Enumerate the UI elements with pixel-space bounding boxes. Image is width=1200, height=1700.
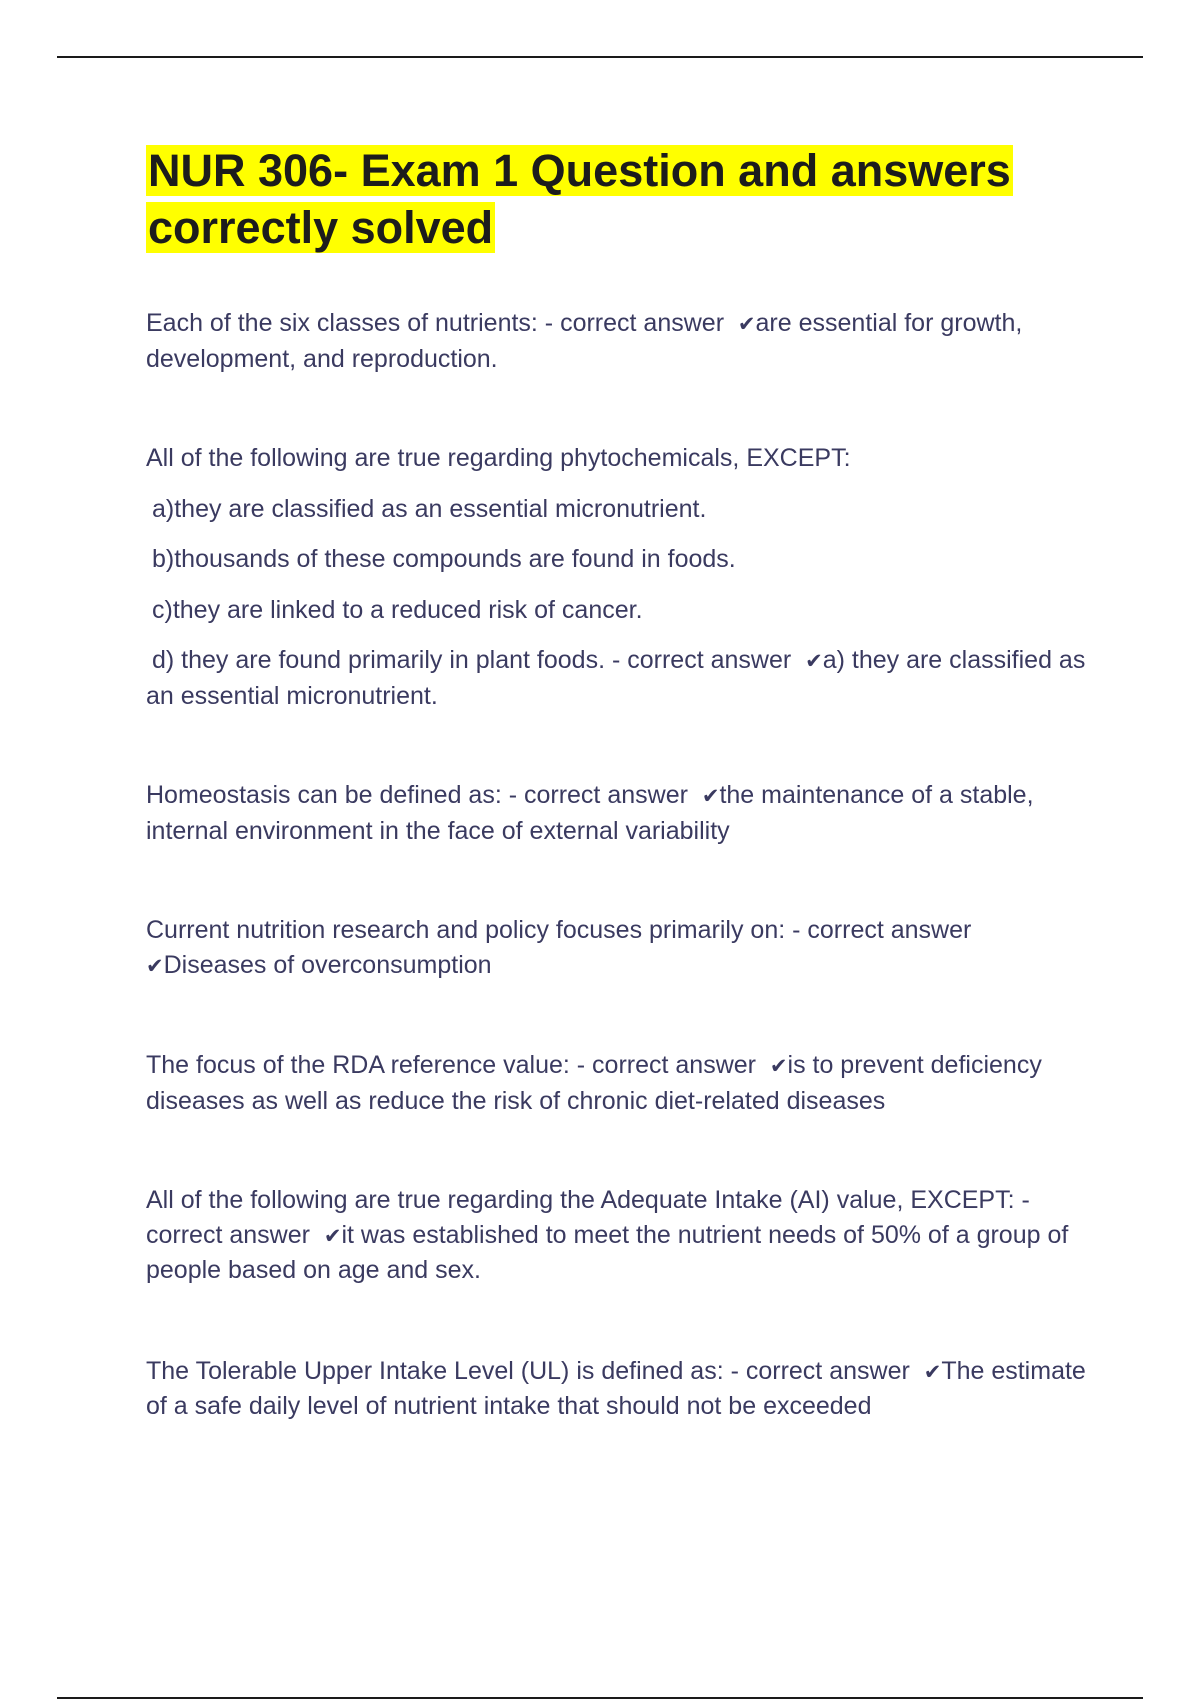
qa-item-2	[146, 441, 1096, 713]
qa-item-1	[146, 306, 1096, 376]
checkmark-icon: ✔	[146, 953, 164, 978]
checkmark-icon: ✔	[737, 312, 756, 336]
qa-item-3	[146, 778, 1096, 848]
checkmark-icon: ✔	[769, 1054, 788, 1078]
question-text: All of the following are true regarding phytochemicals, EXCEPT:	[146, 444, 851, 472]
qa-item-5	[146, 1048, 1096, 1118]
top-rule	[57, 56, 1143, 58]
title-line-2: correctly solved	[148, 202, 494, 253]
question-text: The focus of the RDA reference value: - correct answer	[146, 1051, 756, 1079]
question-text: Current nutrition research and policy focuses primarily on: - correct answer	[146, 916, 972, 944]
option-b: b)thousands of these compounds are found in foods.	[152, 545, 736, 573]
option-a: a)they are classified as an essential micronutrient.	[152, 494, 707, 523]
title-line-1: NUR 306- Exam 1 Question and answers	[148, 145, 1011, 196]
answer-text: is to prevent deficiency diseases as well as reduce the risk of chronic diet-related diseases	[146, 1051, 1042, 1115]
qa-text	[146, 913, 1096, 983]
checkmark-icon: ✔	[701, 784, 720, 808]
option-d: d) they are found primarily in plant foods. - correct answer	[152, 646, 792, 674]
answer-text: a) they are classified as an essential micronutrient.	[146, 646, 1086, 710]
option-c: c)they are linked to a reduced risk of cancer.	[152, 595, 643, 624]
question-text: The Tolerable Upper Intake Level (UL) is defined as: - correct answer	[146, 1356, 910, 1385]
answer-text: it was established to meet the nutrient needs of 50% of a group of people based on age and sex.	[146, 1220, 1069, 1284]
qa-text	[146, 1354, 1096, 1424]
document-title	[146, 142, 1096, 256]
option-d-with-answer	[146, 643, 1096, 713]
checkmark-icon: ✔	[323, 1223, 342, 1248]
qa-text	[146, 1183, 1096, 1288]
checkmark-icon: ✔	[923, 1359, 942, 1384]
answer-text: Diseases of overconsumption	[163, 950, 492, 979]
question-text: Each of the six classes of nutrients: - correct answer	[146, 309, 725, 337]
bottom-rule	[57, 1697, 1143, 1699]
qa-text	[146, 306, 1096, 376]
question-text: All of the following are true regarding the Adequate Intake (AI) value, EXCEPT: - correct answer	[146, 1186, 1030, 1249]
document-body	[146, 142, 1096, 1424]
answer-text: The estimate of a safe daily level of nutrient intake that should not be exceeded	[146, 1356, 1086, 1420]
qa-item-4	[146, 913, 1096, 983]
question-text: Homeostasis can be defined as: - correct answer	[146, 781, 688, 809]
qa-item-7	[146, 1354, 1096, 1424]
qa-text	[146, 778, 1096, 848]
qa-text	[146, 1048, 1096, 1118]
qa-item-6	[146, 1183, 1096, 1288]
answer-text: are essential for growth, development, and reproduction.	[146, 309, 1023, 373]
answer-text: the maintenance of a stable, internal environment in the face of external variability	[146, 781, 1034, 845]
checkmark-icon: ✔	[805, 649, 823, 673]
